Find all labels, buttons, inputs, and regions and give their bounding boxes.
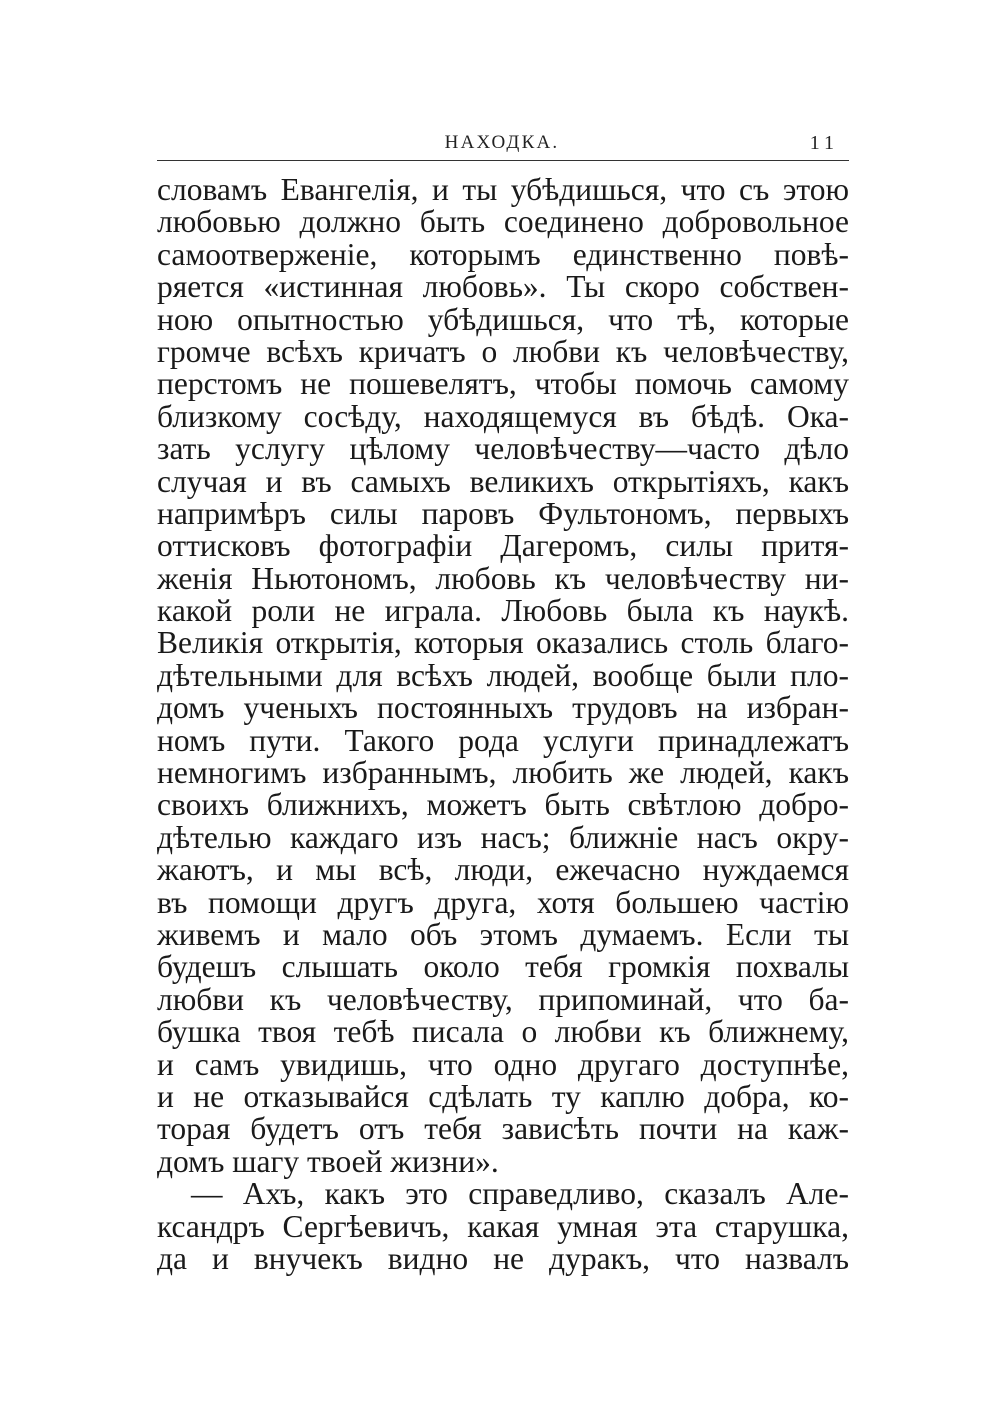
text-line: любви къ человѣчеству, припоминай, что ба-: [157, 981, 849, 1017]
text-line: любовью должно быть соединено добровольное: [157, 204, 849, 240]
text-line: — Ахъ, какъ это справедливо, сказалъ Але-: [191, 1176, 849, 1212]
text-line: ною опытностью убѣдишься, что тѣ, которые: [157, 301, 849, 337]
text-line: да и внучекъ видно не дуракъ, что назвалъ: [157, 1240, 849, 1276]
text-line: своихъ ближнихъ, можетъ быть свѣтлою добро-: [157, 787, 849, 823]
text-line: немногимъ избраннымъ, любить же людей, какъ: [157, 755, 849, 791]
text-line: Великія открытія, которыя оказались столь благо-: [157, 625, 849, 661]
text-line: и не отказывайся сдѣлать ту каплю добра, ко-: [157, 1078, 849, 1114]
header-rule: [157, 160, 849, 161]
text-line: близкому сосѣду, находящемуся въ бѣдѣ. Ока-: [157, 398, 849, 434]
running-head: [157, 132, 847, 158]
running-title: НАХОДКА.: [444, 132, 560, 153]
text-line: номъ пути. Такого рода услуги принадлежатъ: [157, 722, 849, 758]
body-text: [157, 174, 849, 1275]
text-line: оттисковъ фотографіи Дагеромъ, силы притя-: [157, 528, 849, 564]
text-line: домъ ученыхъ постоянныхъ трудовъ на избран-: [157, 690, 849, 726]
text-line: какой роли не играла. Любовь была къ наукѣ.: [157, 593, 849, 629]
text-line: перстомъ не пошевелятъ, чтобы помочь самому: [157, 366, 849, 402]
text-line: дѣтельными для всѣхъ людей, вообще были пло-: [157, 657, 849, 693]
text-line: торая будетъ отъ тебя зависѣть почти на каж-: [157, 1111, 849, 1147]
text-line: жаютъ, и мы всѣ, люди, ежечасно нуждаемся: [157, 852, 849, 888]
text-line: ксандръ Сергѣевичъ, какая умная эта старушка,: [157, 1208, 849, 1244]
text-line: словамъ Евангелія, и ты убѣдишься, что съ этою: [157, 172, 849, 207]
text-line: домъ шагу твоей жизни».: [157, 1143, 499, 1179]
text-line: случая и въ самыхъ великихъ открытіяхъ, какъ: [157, 463, 849, 499]
text-line: напримѣръ силы паровъ Фультономъ, первыхъ: [157, 495, 849, 531]
text-line: бушка твоя тебѣ писала о любви къ ближнему,: [157, 1014, 849, 1050]
text-line: зать услугу цѣлому человѣчеству—часто дѣло: [157, 431, 849, 467]
text-line: дѣтелью каждаго изъ насъ; ближніе насъ окру-: [157, 819, 849, 855]
text-line: будешъ слышать около тебя громкія похвалы: [157, 949, 849, 985]
text-line: въ помощи другъ друга, хотя большею частію: [157, 884, 849, 920]
text-line: ряется «истинная любовь». Ты скоро собствен-: [157, 269, 849, 305]
text-line: женія Ньютономъ, любовь къ человѣчеству ни-: [157, 560, 849, 596]
text-line: и самъ увидишь, что одно другаго доступнѣе,: [157, 1046, 849, 1082]
text-line: громче всѣхъ кричатъ о любви къ человѣчеству,: [157, 333, 849, 369]
page-number: 11: [809, 132, 839, 154]
text-line: живемъ и мало объ этомъ думаемъ. Если ты: [157, 916, 849, 952]
text-line: самоотверженіе, которымъ единственно повѣ-: [157, 236, 849, 272]
